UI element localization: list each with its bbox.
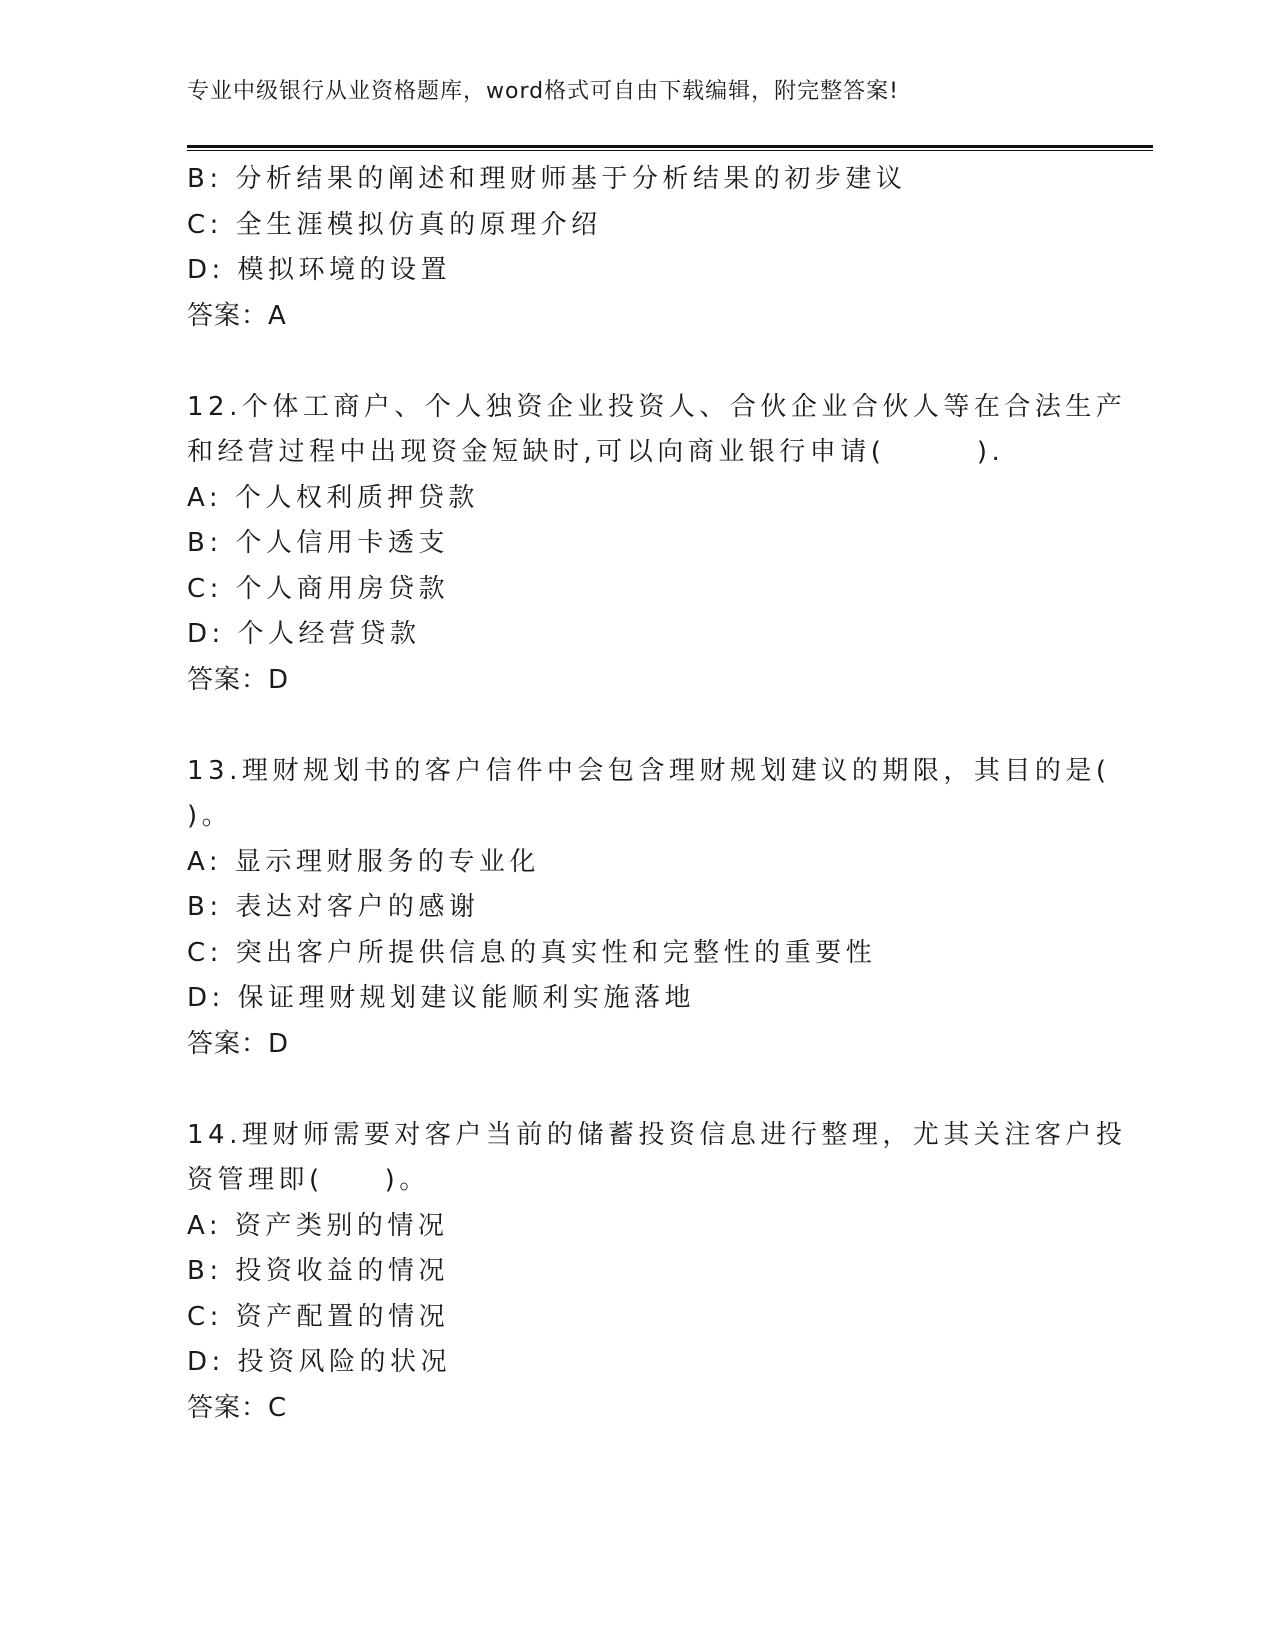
- answer: 答案：C: [187, 1392, 288, 1423]
- option-b: B: 投资收益的情况: [187, 1256, 449, 1286]
- question-content: [187, 157, 1127, 1431]
- option-a: A: 资产类别的情况: [187, 1210, 449, 1241]
- header-rule-thin: [187, 150, 1153, 151]
- option-b: B: 个人信用卡透支: [187, 528, 449, 558]
- spacer: [187, 339, 1087, 385]
- option-d: D: 模拟环境的设置: [187, 255, 452, 285]
- page-header: 专业中级银行从业资格题库，word格式可自由下载编辑，附完整答案!: [187, 79, 899, 104]
- option-c: C: 个人商用房贷款: [187, 573, 450, 604]
- question-text-line-2: 资管理即( )。: [187, 1165, 430, 1195]
- option-c: C: 资产配置的情况: [187, 1301, 450, 1332]
- header-rule-thick: [187, 145, 1153, 148]
- question-text-line-2: )。: [187, 801, 233, 831]
- answer: 答案：A: [187, 300, 287, 331]
- option-c: C: 全生涯模拟仿真的原理介绍: [187, 209, 602, 240]
- question-text-line-1: 12.个体工商户、个人独资企业投资人、合伙企业合伙人等在合法生产: [187, 391, 1127, 422]
- question-13: [187, 749, 1111, 1068]
- option-a: A: 显示理财服务的专业化: [187, 846, 540, 877]
- question-text-line-1: 14.理财师需要对客户当前的储蓄投资信息进行整理，尤其关注客户投: [187, 1119, 1127, 1150]
- option-c: C: 突出客户所提供信息的真实性和完整性的重要性: [187, 937, 877, 968]
- option-d: D: 保证理财规划建议能顺利实施落地: [187, 983, 696, 1013]
- option-a: A: 个人权利质押贷款: [187, 482, 479, 513]
- answer: 答案：D: [187, 664, 290, 695]
- question-text-line-1: 13.理财规划书的客户信件中会包含理财规划建议的期限，其目的是(: [187, 755, 1111, 786]
- question-12: [187, 385, 1127, 704]
- answer: 答案：D: [187, 1028, 290, 1059]
- question-14: [187, 1113, 1127, 1432]
- spacer: [187, 703, 1087, 749]
- option-d: D: 投资风险的状况: [187, 1347, 452, 1377]
- spacer: [187, 1067, 1087, 1113]
- option-b: B: 表达对客户的感谢: [187, 892, 480, 922]
- question-text-line-2: 和经营过程中出现资金短缺时,可以向商业银行申请( ).: [187, 437, 1005, 467]
- option-d: D: 个人经营贷款: [187, 619, 421, 649]
- question-11: [187, 157, 1087, 339]
- option-b: B: 分析结果的阐述和理财师基于分析结果的初步建议: [187, 164, 907, 194]
